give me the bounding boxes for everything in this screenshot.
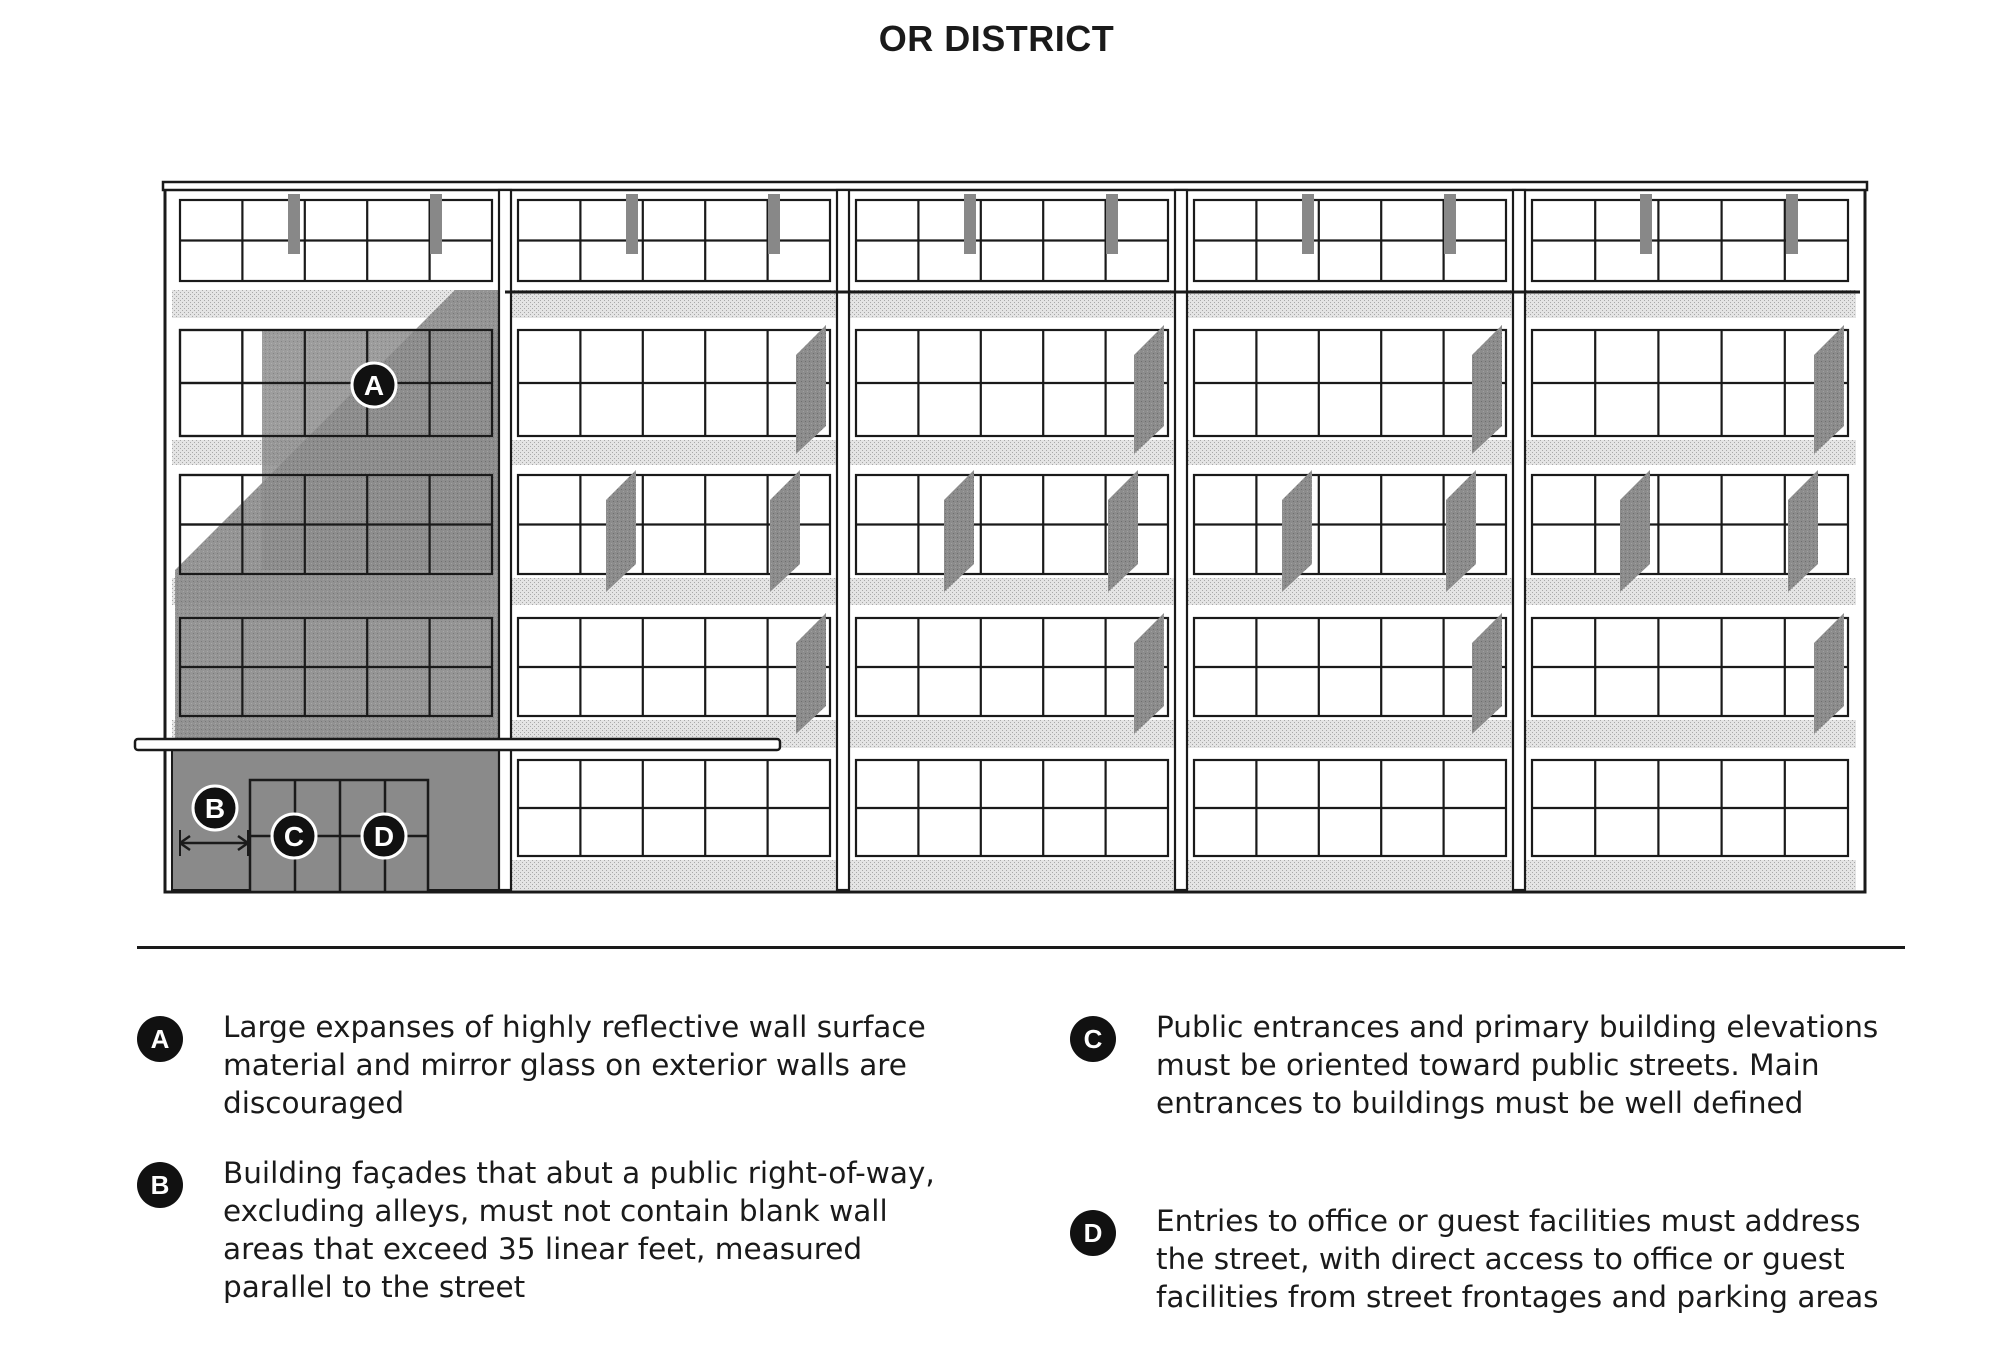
legend-badge-d: D <box>1070 1210 1116 1256</box>
mullion-shadow <box>1302 194 1314 254</box>
legend-badge-b: B <box>137 1162 183 1208</box>
legend-badge-a: A <box>137 1016 183 1062</box>
divider-line <box>137 946 1905 949</box>
ledge <box>172 290 1856 318</box>
diagram-title: OR DISTRICT <box>878 18 1115 59</box>
bay-column <box>499 190 511 890</box>
callout-d <box>362 814 406 858</box>
mullion-shadow <box>430 194 442 254</box>
entrance-canopy <box>135 739 780 750</box>
legend-item-b <box>137 1154 957 1306</box>
mullion-shadow <box>1640 194 1652 254</box>
legend-text-b: Building façades that abut a public right-of-way, excluding alleys, must not contain blank wall areas that exceed 35 linear feet, measured parallel to the street <box>223 1156 935 1304</box>
legend-item-c <box>1070 1008 1900 1122</box>
bay-column <box>1513 190 1525 890</box>
legend-badge-c: C <box>1070 1016 1116 1062</box>
callout-b <box>193 786 237 830</box>
roof-cornice <box>163 182 1867 190</box>
mullion-shadow <box>1786 194 1798 254</box>
bay-column <box>837 190 849 890</box>
legend-item-a <box>137 1008 957 1122</box>
callout-a <box>352 363 396 407</box>
legend-item-d <box>1070 1202 1900 1316</box>
callout-c-label: C <box>283 821 305 852</box>
legend-text-c: Public entrances and primary building elevations must be oriented toward public streets. Main entrances to buildings must be well defined <box>1156 1010 1879 1120</box>
mullion-shadow <box>1106 194 1118 254</box>
mullion-shadow <box>964 194 976 254</box>
mullion-shadow <box>626 194 638 254</box>
legend-text-a: Large expanses of highly reflective wall surface material and mirror glass on exterior walls are discouraged <box>223 1010 926 1120</box>
callout-c <box>272 814 316 858</box>
mullion-shadow <box>768 194 780 254</box>
mullion-shadow <box>1444 194 1456 254</box>
callout-b-label: B <box>204 793 226 824</box>
mullion-shadow <box>288 194 300 254</box>
callout-d-label: D <box>373 821 395 852</box>
callout-a-label: A <box>363 370 385 401</box>
bay-column <box>1175 190 1187 890</box>
legend-text-d: Entries to office or guest facilities must address the street, with direct access to office or guest facilities from street frontages and parking areas <box>1156 1204 1879 1314</box>
